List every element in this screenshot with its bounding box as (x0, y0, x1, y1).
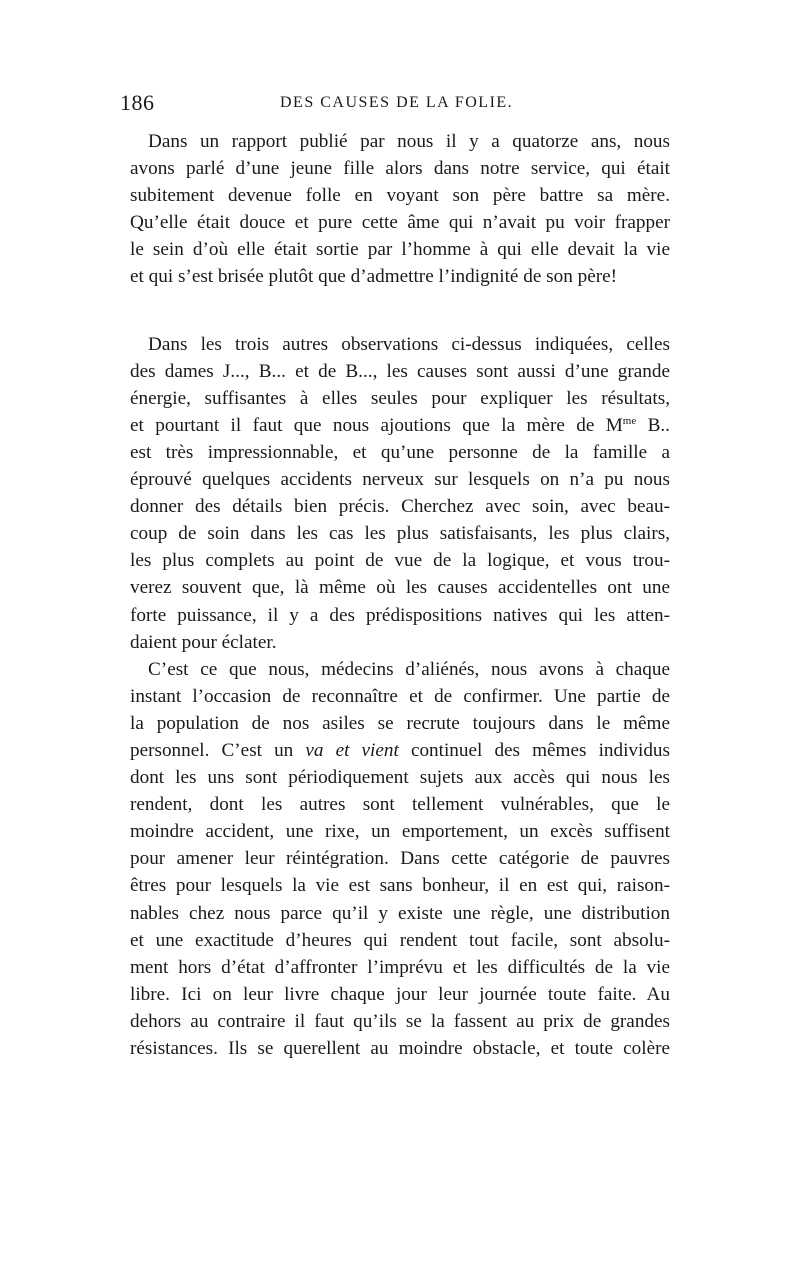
text-line: Qu’elle était douce et pure cette âme qui n’avait pu voir frapper (130, 212, 670, 234)
text-line: avons parlé d’une jeune fille alors dans notre service, qui était (130, 158, 670, 180)
text-line: libre. Ici on leur livre chaque jour leur journée toute faite. Au (130, 983, 670, 1005)
text-line: subitement devenue folle en voyant son père battre sa mère. (130, 185, 670, 207)
page-header (120, 90, 680, 120)
text-line: ment hors d’état d’affronter l’imprévu et les difficultés de la vie (130, 956, 670, 978)
text-line: dont les uns sont périodiquement sujets aux accès qui nous les (130, 767, 670, 789)
text-line: est très impressionnable, et qu’une personne de la famille a (130, 441, 670, 463)
text-line: coup de soin dans les cas les plus satisfaisants, les plus clairs, (130, 523, 670, 545)
text-line-with-superscript (130, 412, 670, 439)
text-line: forte puissance, il y a des prédispositions natives qui les atten- (130, 604, 670, 626)
superscript: me (622, 414, 637, 427)
text-line: Dans les trois autres observations ci-dessus indiquées, celles (148, 333, 670, 355)
text-line: le sein d’où elle était sortie par l’homme à qui elle devait la vie (130, 239, 670, 261)
text-line: énergie, suffisantes à elles seules pour expliquer les résultats, (130, 387, 670, 409)
text-line: moindre accident, une rixe, un emportement, un excès suffisent (130, 821, 670, 843)
text-line: verez souvent que, là même où les causes accidentelles ont une (130, 577, 670, 599)
text-line: pour amener leur réintégration. Dans cette catégorie de pauvres (130, 848, 670, 870)
text-line: et qui s’est brisée plutôt que d’admettre l’indignité de son père! (130, 266, 618, 288)
paragraph-gap (130, 291, 670, 331)
text-line: daient pour éclater. (130, 631, 277, 653)
text-line: dehors au contraire il faut qu’ils se la fassent au prix de grandes (130, 1010, 670, 1032)
text-line: C’est ce que nous, médecins d’aliénés, nous avons à chaque (148, 658, 670, 680)
body-text (130, 128, 670, 1062)
text-line: et une exactitude d’heures qui rendent tout facile, sont absolu- (130, 929, 670, 951)
text-fragment: B.. (636, 414, 670, 436)
text-fragment: continuel des mêmes individus (398, 739, 670, 761)
page-number: 186 (120, 90, 155, 115)
text-line: donner des détails bien précis. Cherchez avec soin, avec beau- (130, 496, 670, 518)
text-line: la population de nos asiles se recrute toujours dans le même (130, 712, 670, 734)
italic-phrase: va et vient (305, 739, 399, 761)
text-line: instant l’occasion de reconnaître et de confirmer. Une partie de (130, 685, 670, 707)
text-line: les plus complets au point de vue de la logique, et vous trou- (130, 550, 670, 572)
text-line: résistances. Ils se querellent au moindre obstacle, et toute colère (130, 1038, 670, 1059)
text-line: êtres pour lesquels la vie est sans bonheur, il en est qui, raison- (130, 875, 670, 897)
running-title: DES CAUSES DE LA FOLIE. (280, 94, 514, 111)
text-line: nables chez nous parce qu’il y existe une règle, une distribution (130, 902, 670, 924)
text-fragment: et pourtant il faut que nous ajoutions que la mère de M (130, 414, 623, 436)
text-line: rendent, dont les autres sont tellement vulnérables, que le (130, 794, 670, 816)
text-line: éprouvé quelques accidents nerveux sur lesquels on n’a pu nous (130, 469, 670, 491)
text-line-with-italic (130, 737, 670, 764)
text-line: des dames J..., B... et de B..., les causes sont aussi d’une grande (130, 360, 670, 382)
text-line: Dans un rapport publié par nous il y a quatorze ans, nous (148, 131, 670, 152)
text-fragment: personnel. C’est un (130, 739, 306, 761)
